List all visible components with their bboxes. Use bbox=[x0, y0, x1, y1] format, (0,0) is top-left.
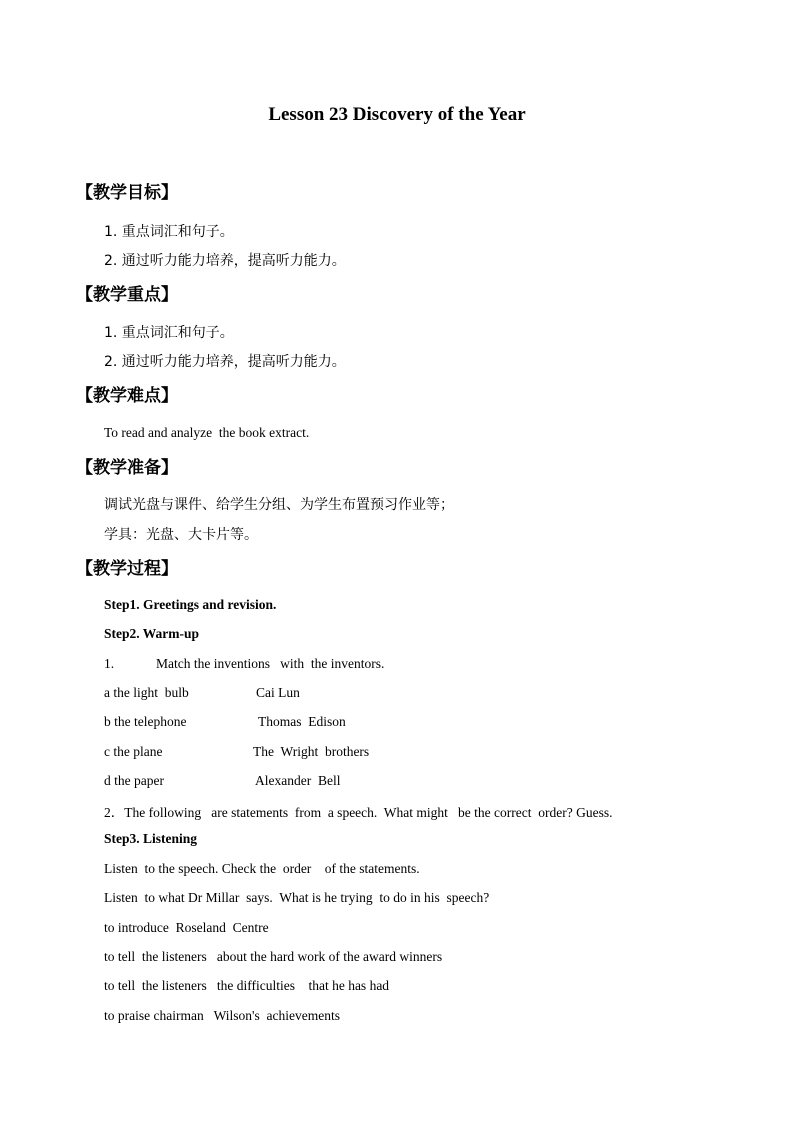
page-title: Lesson 23 Discovery of the Year bbox=[268, 104, 526, 125]
section-heading-process: 【教学过程】 bbox=[76, 559, 178, 579]
inventor-item: Thomas Edison bbox=[258, 714, 346, 729]
inventor-item: The Wright brothers bbox=[253, 744, 370, 759]
invention-item: d the paper bbox=[104, 773, 164, 788]
listening-line: to tell the listeners about the hard work of the award winners bbox=[104, 949, 443, 964]
section-heading-preparation: 【教学准备】 bbox=[76, 458, 178, 478]
step3-heading: Step3. Listening bbox=[104, 831, 198, 846]
listening-line: to tell the listeners the difficulties that he has had bbox=[104, 978, 390, 993]
match-instruction: Match the inventions with the inventors. bbox=[156, 656, 385, 671]
invention-item: a the light bulb bbox=[104, 685, 189, 700]
section-heading-key-points: 【教学重点】 bbox=[76, 285, 178, 305]
section-heading-goals: 【教学目标】 bbox=[76, 183, 178, 203]
step2-heading: Step2. Warm-up bbox=[104, 626, 200, 641]
inventor-item: Cai Lun bbox=[256, 685, 300, 700]
key-point-item: 1. 重点词汇和句子。 bbox=[104, 325, 234, 341]
step1-heading: Step1. Greetings and revision. bbox=[104, 597, 277, 612]
section-heading-difficulties: 【教学难点】 bbox=[76, 386, 178, 406]
listening-line: to praise chairman Wilson's achievements bbox=[104, 1008, 340, 1023]
preparation-item: 学具：光盘、大卡片等。 bbox=[104, 527, 258, 543]
match-number: 1. bbox=[104, 656, 115, 671]
key-point-item: 2. 通过听力能力培养，提高听力能力。 bbox=[104, 354, 346, 370]
preparation-item: 调试光盘与课件、给学生分组、为学生布置预习作业等； bbox=[104, 497, 454, 513]
difficulties-text: To read and analyze the book extract. bbox=[104, 425, 310, 440]
invention-item: c the plane bbox=[104, 744, 163, 759]
inventor-item: Alexander Bell bbox=[255, 773, 341, 788]
listening-line: Listen to the speech. Check the order of the statements. bbox=[104, 861, 420, 876]
listening-line: Listen to what Dr Millar says. What is he trying to do in his speech? bbox=[104, 890, 490, 905]
invention-item: b the telephone bbox=[104, 714, 187, 729]
listening-line: to introduce Roseland Centre bbox=[104, 920, 269, 935]
goal-item: 1. 重点词汇和句子。 bbox=[104, 224, 234, 240]
goal-item: 2. 通过听力能力培养，提高听力能力。 bbox=[104, 253, 346, 269]
guess-instruction: 2．The following are statements from a speech. What might be the correct order? Guess. bbox=[104, 805, 613, 820]
